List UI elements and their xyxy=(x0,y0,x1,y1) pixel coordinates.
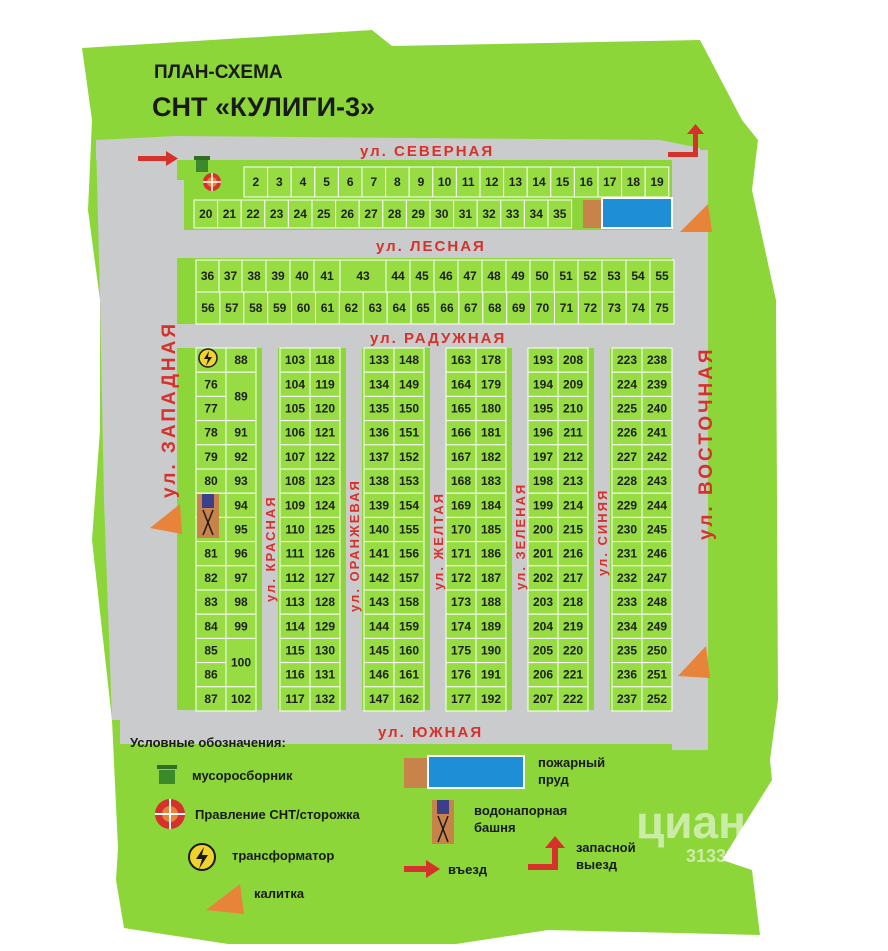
plot-6: 6 xyxy=(346,175,354,189)
legend-entry-label: въезд xyxy=(448,862,488,877)
plot-193: 193 xyxy=(532,353,554,368)
plot-179: 179 xyxy=(480,377,502,392)
plot-152: 152 xyxy=(398,449,420,464)
plot-129: 129 xyxy=(314,619,336,634)
plot-242: 242 xyxy=(646,449,668,464)
legend-gate-label: калитка xyxy=(254,886,305,901)
plot-128: 128 xyxy=(314,595,336,610)
plot-201: 201 xyxy=(532,546,554,561)
plot-110: 110 xyxy=(285,522,305,537)
plot-153: 153 xyxy=(398,474,420,489)
plot-174: 174 xyxy=(450,619,472,634)
plot-208: 208 xyxy=(562,353,584,368)
plot-112: 112 xyxy=(285,570,305,585)
plot-30: 30 xyxy=(435,207,449,221)
plot-198: 198 xyxy=(532,474,554,489)
legend-office-label: Правление СНТ/сторожка xyxy=(195,807,360,822)
plot-148: 148 xyxy=(398,353,420,368)
plot-12: 12 xyxy=(485,175,499,189)
plot-73: 73 xyxy=(607,301,621,315)
plot-149: 149 xyxy=(398,377,420,392)
plot-135: 135 xyxy=(368,401,390,416)
legend-tower-label-1: водонапорная xyxy=(474,803,568,818)
plot-188: 188 xyxy=(480,595,502,610)
plot-51: 51 xyxy=(559,269,573,283)
plot-244: 244 xyxy=(646,498,668,513)
plot-74: 74 xyxy=(631,301,645,315)
plot-206: 206 xyxy=(532,667,554,682)
plot-220: 220 xyxy=(562,643,584,658)
plot-165: 165 xyxy=(450,401,472,416)
plot-94: 94 xyxy=(234,498,248,513)
plot-213: 213 xyxy=(562,474,584,489)
plot-57: 57 xyxy=(225,301,239,315)
plot-160: 160 xyxy=(398,643,420,658)
plot-141: 141 xyxy=(368,546,390,561)
plot-232: 232 xyxy=(616,570,638,585)
plot-215: 215 xyxy=(562,522,584,537)
plot-130: 130 xyxy=(314,643,336,658)
plot-97: 97 xyxy=(234,570,248,585)
plot-122: 122 xyxy=(314,449,336,464)
plot-194: 194 xyxy=(532,377,554,392)
plot-224: 224 xyxy=(616,377,638,392)
plot-157: 157 xyxy=(398,570,420,585)
plot-76: 76 xyxy=(204,377,218,392)
plot-60: 60 xyxy=(296,301,311,315)
plot-226: 226 xyxy=(616,425,638,440)
plot-246: 246 xyxy=(646,546,668,561)
transformer-lightning-icon xyxy=(199,349,217,367)
plot-251: 251 xyxy=(646,667,668,682)
legend-pond-label-2: пруд xyxy=(538,772,569,787)
plot-236: 236 xyxy=(616,667,638,682)
plot-31: 31 xyxy=(458,207,473,221)
plot-183: 183 xyxy=(480,474,502,489)
plot-15: 15 xyxy=(555,175,570,189)
plot-36: 36 xyxy=(200,269,215,283)
plot-2: 2 xyxy=(252,175,260,189)
plot-115: 115 xyxy=(285,643,305,658)
office-target-icon xyxy=(203,173,221,191)
plot-209: 209 xyxy=(562,377,584,392)
plot-212: 212 xyxy=(562,449,584,464)
plot-210: 210 xyxy=(562,401,584,416)
plot-75: 75 xyxy=(655,301,669,315)
plot-116: 116 xyxy=(285,667,305,682)
plot-138: 138 xyxy=(368,474,390,489)
plot-48: 48 xyxy=(487,269,501,283)
plot-58: 58 xyxy=(249,301,263,315)
street-blue: ул. СИНЯЯ xyxy=(595,488,610,576)
plot-140: 140 xyxy=(368,522,390,537)
plot-103: 103 xyxy=(284,353,306,368)
legend-transformer-icon xyxy=(189,844,215,870)
plot-24: 24 xyxy=(293,207,307,221)
plot-241: 241 xyxy=(646,425,668,440)
plot-95: 95 xyxy=(234,522,248,537)
plot-67: 67 xyxy=(464,301,478,315)
plot-131: 131 xyxy=(314,667,336,682)
plot-52: 52 xyxy=(583,269,597,283)
plot-137: 137 xyxy=(368,449,390,464)
plot-93: 93 xyxy=(234,474,248,489)
plot-81: 81 xyxy=(204,546,218,561)
plot-41: 41 xyxy=(320,269,334,283)
plot-176: 176 xyxy=(450,667,472,682)
street-south: ул. ЮЖНАЯ xyxy=(378,724,484,741)
plot-184: 184 xyxy=(480,498,502,513)
street-forest: ул. ЛЕСНАЯ xyxy=(376,238,486,255)
plot-182: 182 xyxy=(480,449,502,464)
plot-136: 136 xyxy=(368,425,390,440)
plot-229: 229 xyxy=(616,498,638,513)
plot-156: 156 xyxy=(398,546,420,561)
plot-195: 195 xyxy=(532,401,554,416)
plot-146: 146 xyxy=(368,667,390,682)
plot-147: 147 xyxy=(368,691,390,706)
plot-168: 168 xyxy=(450,474,472,489)
plot-186: 186 xyxy=(480,546,502,561)
plot-200: 200 xyxy=(532,522,554,537)
plot-5: 5 xyxy=(323,175,330,189)
legend-heading: Условные обозначения: xyxy=(130,735,286,750)
plot-161: 161 xyxy=(398,667,420,682)
plot-154: 154 xyxy=(398,498,420,513)
plot-118: 118 xyxy=(315,353,335,368)
plot-77: 77 xyxy=(204,401,218,416)
plot-119: 119 xyxy=(315,377,335,392)
plot-107: 107 xyxy=(284,449,306,464)
plot-218: 218 xyxy=(562,595,584,610)
plot-91: 91 xyxy=(234,425,248,440)
plot-14: 14 xyxy=(532,175,546,189)
plot-92: 92 xyxy=(234,449,248,464)
plot-49: 49 xyxy=(511,269,525,283)
plot-216: 216 xyxy=(562,546,584,561)
plot-125: 125 xyxy=(314,522,336,537)
plot-100: 100 xyxy=(230,655,252,670)
plot-121: 121 xyxy=(314,425,336,440)
plot-66: 66 xyxy=(440,301,454,315)
plot-33: 33 xyxy=(505,207,520,221)
plot-238: 238 xyxy=(646,353,668,368)
street-north: ул. СЕВЕРНАЯ xyxy=(360,143,495,160)
plot-9: 9 xyxy=(417,175,425,189)
plot-199: 199 xyxy=(532,498,554,513)
plot-223: 223 xyxy=(616,353,638,368)
plot-173: 173 xyxy=(450,595,472,610)
plot-64: 64 xyxy=(392,301,406,315)
plot-164: 164 xyxy=(450,377,472,392)
watermark-brand: циан xyxy=(636,796,746,848)
plot-55: 55 xyxy=(655,269,669,283)
plot-171: 171 xyxy=(450,546,472,561)
plot-151: 151 xyxy=(398,425,420,440)
plot-83: 83 xyxy=(204,595,218,610)
plot-203: 203 xyxy=(532,595,554,610)
plot-250: 250 xyxy=(646,643,668,658)
plot-158: 158 xyxy=(398,595,420,610)
plot-163: 163 xyxy=(450,353,472,368)
plot-47: 47 xyxy=(463,269,477,283)
street-rainbow: ул. РАДУЖНАЯ xyxy=(370,330,507,347)
plot-219: 219 xyxy=(562,619,584,634)
plot-7: 7 xyxy=(370,175,378,189)
plot-134: 134 xyxy=(368,377,390,392)
plot-46: 46 xyxy=(439,269,453,283)
plot-38: 38 xyxy=(247,269,261,283)
street-orange: ул. ОРАНЖЕВАЯ xyxy=(347,479,362,612)
plot-69: 69 xyxy=(511,301,526,315)
plot-109: 109 xyxy=(284,498,306,513)
plot-82: 82 xyxy=(204,570,218,585)
plot-62: 62 xyxy=(344,301,359,315)
plot-239: 239 xyxy=(646,377,668,392)
plot-204: 204 xyxy=(532,619,554,634)
plot-10: 10 xyxy=(437,175,452,189)
plot-207: 207 xyxy=(532,691,554,706)
plot-243: 243 xyxy=(646,474,668,489)
plot-17: 17 xyxy=(603,175,617,189)
plot-87: 87 xyxy=(204,691,218,706)
title-line1: ПЛАН-СХЕМА xyxy=(154,62,283,83)
plot-65: 65 xyxy=(416,301,430,315)
plot-32: 32 xyxy=(482,207,496,221)
plot-175: 175 xyxy=(450,643,472,658)
plot-187: 187 xyxy=(480,570,502,585)
legend-exit-label-1: запасной xyxy=(576,840,636,855)
plot-167: 167 xyxy=(450,449,472,464)
watermark-code: 313300 xyxy=(686,846,747,866)
fire-pond xyxy=(602,198,672,228)
plot-127: 127 xyxy=(314,570,336,585)
plot-99: 99 xyxy=(234,619,248,634)
plot-11: 11 xyxy=(461,175,475,189)
trash-bin-icon xyxy=(194,156,210,172)
plot-20: 20 xyxy=(199,207,213,221)
street-east: ул. ВОСТОЧНАЯ xyxy=(696,346,717,540)
legend-pond-label-1: пожарный xyxy=(538,755,606,770)
plot-235: 235 xyxy=(616,643,638,658)
plot-234: 234 xyxy=(616,619,638,634)
plot-26: 26 xyxy=(340,207,355,221)
plot-25: 25 xyxy=(317,207,331,221)
plot-214: 214 xyxy=(562,498,584,513)
plot-71: 71 xyxy=(559,301,574,315)
legend-trash-icon xyxy=(157,765,177,784)
plot-132: 132 xyxy=(314,691,336,706)
plot-114: 114 xyxy=(285,619,305,634)
legend-trash-label: мусоросборник xyxy=(192,768,293,783)
plot-28: 28 xyxy=(387,207,402,221)
plot-139: 139 xyxy=(368,498,390,513)
plot-117: 117 xyxy=(285,691,305,706)
plot-108: 108 xyxy=(284,474,306,489)
plot-113: 113 xyxy=(285,595,305,610)
plot-16: 16 xyxy=(579,175,593,189)
street-green: ул. ЗЕЛЕНАЯ xyxy=(513,482,528,590)
plot-227: 227 xyxy=(616,449,638,464)
plot-111: 111 xyxy=(285,546,305,561)
plot-252: 252 xyxy=(646,691,668,706)
legend-tower-icon xyxy=(432,800,454,844)
plot-35: 35 xyxy=(553,207,567,221)
plot-190: 190 xyxy=(480,643,502,658)
plot-196: 196 xyxy=(532,425,554,440)
legend-tower-label-2: башня xyxy=(474,820,516,835)
plot-34: 34 xyxy=(529,207,543,221)
plot-240: 240 xyxy=(646,401,668,416)
plot-231: 231 xyxy=(616,546,638,561)
plot-50: 50 xyxy=(535,269,549,283)
pond-sand xyxy=(583,200,603,228)
plot-233: 233 xyxy=(616,595,638,610)
plot-177: 177 xyxy=(450,691,472,706)
street-yellow: ул. ЖЕЛТАЯ xyxy=(431,492,446,590)
plot-230: 230 xyxy=(616,522,638,537)
plot-39: 39 xyxy=(271,269,285,283)
plot-162: 162 xyxy=(398,691,420,706)
plot-79: 79 xyxy=(204,449,218,464)
plot-150: 150 xyxy=(398,401,420,416)
plot-237: 237 xyxy=(616,691,638,706)
plot-249: 249 xyxy=(646,619,668,634)
plot-23: 23 xyxy=(269,207,284,221)
plot-4: 4 xyxy=(299,175,307,189)
plot-180: 180 xyxy=(480,401,502,416)
plot-142: 142 xyxy=(368,570,390,585)
plot-56: 56 xyxy=(201,301,215,315)
plot-61: 61 xyxy=(320,301,335,315)
plot-29: 29 xyxy=(411,207,425,221)
plot-192: 192 xyxy=(480,691,502,706)
plot-191: 191 xyxy=(480,667,502,682)
plot-181: 181 xyxy=(480,425,502,440)
street-west: ул. ЗАПАДНАЯ xyxy=(159,320,180,498)
plot-248: 248 xyxy=(646,595,668,610)
street-red: ул. КРАСНАЯ xyxy=(263,495,278,602)
plot-85: 85 xyxy=(204,643,218,658)
plot-44: 44 xyxy=(391,269,405,283)
plot-13: 13 xyxy=(508,175,523,189)
plot-106: 106 xyxy=(284,425,306,440)
plot-166: 166 xyxy=(450,425,472,440)
plot-228: 228 xyxy=(616,474,638,489)
plot-68: 68 xyxy=(488,301,502,315)
plot-202: 202 xyxy=(532,570,554,585)
plot-70: 70 xyxy=(535,301,550,315)
plot-3: 3 xyxy=(276,175,283,189)
plot-19: 19 xyxy=(650,175,664,189)
plot-88: 88 xyxy=(234,353,248,368)
plot-27: 27 xyxy=(364,207,378,221)
plot-98: 98 xyxy=(234,595,248,610)
plot-78: 78 xyxy=(204,425,218,440)
plot-21: 21 xyxy=(222,207,237,221)
plot-8: 8 xyxy=(394,175,401,189)
plot-124: 124 xyxy=(314,498,336,513)
legend-pond-icon xyxy=(404,756,524,788)
plot-84: 84 xyxy=(204,619,218,634)
plot-80: 80 xyxy=(204,474,218,489)
plot-53: 53 xyxy=(607,269,621,283)
plot-96: 96 xyxy=(234,546,248,561)
plot-63: 63 xyxy=(368,301,382,315)
plot-102: 102 xyxy=(230,691,252,706)
legend-exit-label-2: выезд xyxy=(576,857,618,872)
plot-178: 178 xyxy=(480,353,502,368)
plot-245: 245 xyxy=(646,522,668,537)
plot-143: 143 xyxy=(368,595,390,610)
plot-185: 185 xyxy=(480,522,502,537)
plot-159: 159 xyxy=(398,619,420,634)
water-tower-icon xyxy=(197,494,219,538)
plot-247: 247 xyxy=(646,570,668,585)
plot-72: 72 xyxy=(583,301,598,315)
plot-133: 133 xyxy=(368,353,390,368)
plot-40: 40 xyxy=(295,269,309,283)
plot-145: 145 xyxy=(368,643,390,658)
plot-86: 86 xyxy=(204,667,218,682)
plot-123: 123 xyxy=(314,474,336,489)
plot-211: 211 xyxy=(563,425,583,440)
plot-105: 105 xyxy=(284,401,306,416)
plot-197: 197 xyxy=(532,449,554,464)
plot-217: 217 xyxy=(562,570,584,585)
plot-18: 18 xyxy=(626,175,641,189)
plot-37: 37 xyxy=(223,269,238,283)
plot-155: 155 xyxy=(398,522,420,537)
title-line2: СНТ «КУЛИГИ-3» xyxy=(152,92,376,122)
plot-169: 169 xyxy=(450,498,472,513)
plot-189: 189 xyxy=(480,619,502,634)
plot-144: 144 xyxy=(368,619,390,634)
plot-120: 120 xyxy=(314,401,336,416)
plot-170: 170 xyxy=(450,522,472,537)
plot-172: 172 xyxy=(450,570,472,585)
plot-54: 54 xyxy=(631,269,645,283)
plot-222: 222 xyxy=(562,691,584,706)
plot-45: 45 xyxy=(415,269,429,283)
plot-205: 205 xyxy=(532,643,554,658)
plot-104: 104 xyxy=(284,377,306,392)
plot-59: 59 xyxy=(272,301,287,315)
plot-43: 43 xyxy=(356,269,370,283)
legend-transformer-label: трансформатор xyxy=(232,848,335,863)
plot-89: 89 xyxy=(234,389,248,404)
plot-126: 126 xyxy=(314,546,336,561)
plot-225: 225 xyxy=(616,401,638,416)
plot-221: 221 xyxy=(562,667,584,682)
plot-22: 22 xyxy=(246,207,260,221)
legend-office-icon xyxy=(155,799,185,829)
